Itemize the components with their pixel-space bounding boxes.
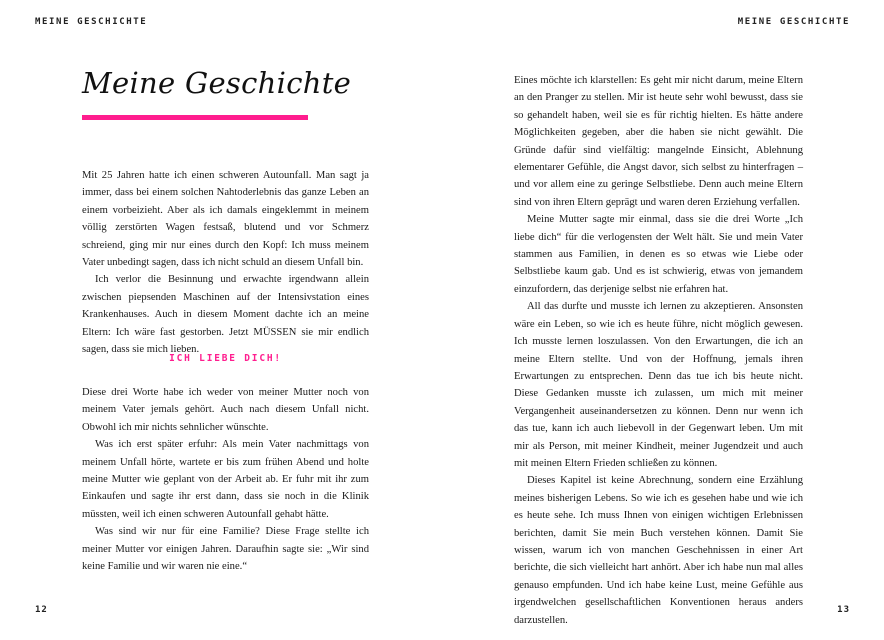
paragraph: Ich verlor die Besinnung und erwachte irgendwann allein zwischen piepsenden Maschinen auf der Intensivstation eines Krankenhauses. Auch in diesem Moment dachte ich an meine Eltern: Ich wäre fast gestorben. Jetzt MÜSSEN sie mir endlich sagen, dass sie mich lieben. xyxy=(82,274,369,356)
left-text-section-1 xyxy=(82,167,369,358)
paragraph: Was sind wir nur für eine Familie? Diese Frage stellte ich meiner Mutter vor einigen Jahren. Daraufhin sagte sie: „Wir sind keine Familie und wir waren nie eine.“ xyxy=(82,526,369,573)
paragraph: Diese drei Worte habe ich weder von meiner Mutter noch von meinem Vater jemals gehört. Auch nach diesem Unfall nicht. Obwohl ich mir nichts sehnlicher wünschte. xyxy=(82,387,369,433)
paragraph: All das durfte und musste ich lernen zu akzeptieren. Ansonsten wäre ein Leben, so wie ich es heute führe, nicht möglich gewesen. Ich musste lernen loszulassen. Von den Erwartungen, die ich an meine Eltern stellte. Und von der Hoffnung, jemals ihren Erwartungen zu entsprechen. Denn das tue ich bis heute nicht. Diese Gedanken musste ich zulassen, um mich mit meiner Vergangenheit auseinandersetzen zu können. Denn nur wenn ich das tue, kann ich auch liebevoll in der Gegenwart leben. Um mit mir als Person, mit meiner Kindheit, meiner Jugendzeit und auch mit meinen Eltern Frieden schließen zu können. xyxy=(514,301,803,469)
right-page xyxy=(442,0,884,640)
running-head-left: MEINE GESCHICHTE xyxy=(35,17,148,27)
page-number-right: 13 xyxy=(837,605,850,615)
paragraph: Eines möchte ich klarstellen: Es geht mir nicht darum, meine Eltern an den Pranger zu stellen. Mir ist heute sehr wohl bewusst, dass sie so gehandelt haben, weil sie es für richtig hielten. Es hätte andere Möglichkeiten gegeben, aber die haben sie nicht gewählt. Die Gründe dafür sind vielfältig: mangelnde Einsicht, Ablehnung elementarer Gefühle, die Angst davor, sich selbst zu hinterfragen – und vor allem eine zu geringe Selbstliebe. Denn auch meine Eltern sind von ihren Eltern geprägt und waren deren Erziehung verfallen. xyxy=(514,75,803,208)
paragraph: Was ich erst später erfuhr: Als mein Vater nachmittags von meinem Unfall hörte, wartete er bis zum frühen Abend und holte meine Mutter wie geplant von der Arbeit ab. Er fuhr mit ihr zum Einkaufen und sagte ihr erst dann, dass sie noch in die Klinik müssten, weil ich einen schweren Autounfall gehabt hätte. xyxy=(82,439,369,520)
paragraph: Meine Mutter sagte mir einmal, dass sie die drei Worte „Ich liebe dich“ für die verlogensten der Welt hält. Sie und mein Vater stammen aus Familien, in denen es so etwas wie Liebe oder Selbstliebe kaum gab. Und es ist schwierig, etwas von jemandem einzufordern, das derjenige selbst nie erfahren hat. xyxy=(514,214,803,295)
page-number-left: 12 xyxy=(35,605,48,615)
paragraph: Dieses Kapitel ist keine Abrechnung, sondern eine Erzählung meines bisherigen Lebens. So wie ich es gesehen habe und wie ich es heute sehe. Ich muss Ihnen von einigen wichtigen Erlebnissen berichten, damit Sie mein Buch verstehen können. Damit Sie wissen, warum ich von manchen Geschehnissen in einer Art berichte, die sich vielleicht hart anhört. Aber ich habe nun mal alles genauso empfunden. Und ich habe keine Lust, meine Gefühle aus irgendwelchen gesellschaftlichen Konventionen heraus anders darzustellen. xyxy=(514,475,803,626)
left-text-section-2 xyxy=(82,384,369,575)
running-head-right: MEINE GESCHICHTE xyxy=(737,17,850,27)
title-underline xyxy=(82,115,308,120)
right-text xyxy=(514,72,803,629)
chapter-title: Meine Geschichte xyxy=(82,66,352,100)
section-subheading: ICH LIEBE DICH! xyxy=(169,353,282,364)
paragraph: Mit 25 Jahren hatte ich einen schweren Autounfall. Man sagt ja immer, dass bei einem solchen Nahtoderlebnis das ganze Leben an einem vorbeizieht. Aber als ich damals eingeklemmt in meinem völlig zerstörten Wagen festsaß, blutend und vor Schmerz schreiend, ging mir nur eines durch den Kopf: Ich muss meinem Vater unbedingt sagen, dass ich nicht schuld an diesem Unfall bin. xyxy=(82,170,369,269)
